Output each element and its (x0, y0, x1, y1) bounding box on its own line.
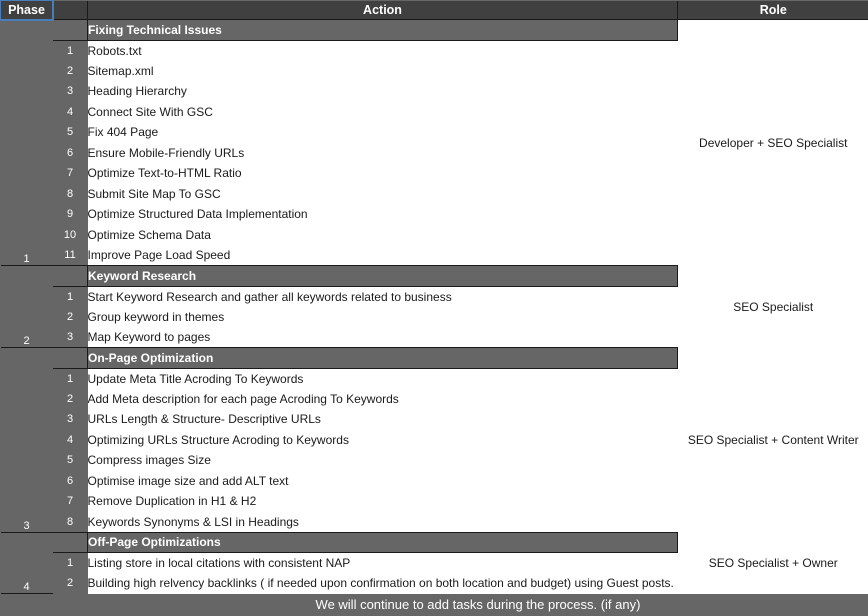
section-header-row (1, 532, 868, 553)
column-header-phase[interactable]: Phase (1, 1, 53, 20)
item-number-cell[interactable]: 7 (53, 163, 88, 184)
action-cell[interactable]: Heading Hierarchy (88, 81, 678, 102)
item-number-cell[interactable]: 4 (53, 430, 88, 451)
action-cell[interactable]: Building high relvency backlinks ( if needed upon confirmation on both location and budget) using Guest posts. (88, 573, 678, 594)
item-number-cell[interactable]: 4 (53, 102, 88, 123)
column-header-action[interactable]: Action (88, 1, 678, 20)
footer-number-pad (53, 594, 88, 616)
footer-phase-pad (1, 594, 53, 616)
item-number-cell[interactable]: 7 (53, 491, 88, 512)
action-cell[interactable]: Compress images Size (88, 450, 678, 471)
item-number-cell[interactable]: 2 (53, 573, 88, 594)
phase-number-cell[interactable]: 1 (1, 20, 53, 266)
action-cell[interactable]: Sitemap.xml (88, 61, 678, 82)
item-number-cell[interactable]: 1 (53, 40, 88, 61)
role-cell[interactable]: Developer + SEO Specialist (678, 20, 868, 266)
item-number-cell[interactable]: 2 (53, 307, 88, 328)
action-cell[interactable]: Listing store in local citations with consistent NAP (88, 553, 678, 574)
item-number-cell[interactable]: 3 (53, 409, 88, 430)
item-number-cell[interactable]: 9 (53, 204, 88, 225)
item-number-cell[interactable]: 5 (53, 450, 88, 471)
section-title-cell[interactable]: On-Page Optimization (88, 348, 678, 369)
column-header-blank[interactable] (53, 1, 88, 20)
role-cell[interactable]: SEO Specialist (678, 266, 868, 348)
item-number-cell[interactable]: 6 (53, 471, 88, 492)
phase-number-cell[interactable]: 3 (1, 348, 53, 533)
action-cell[interactable]: Ensure Mobile-Friendly URLs (88, 143, 678, 164)
item-number-cell[interactable]: 8 (53, 512, 88, 533)
item-number-cell[interactable]: 10 (53, 225, 88, 246)
action-cell[interactable]: Group keyword in themes (88, 307, 678, 328)
action-cell[interactable]: Optimize Structured Data Implementation (88, 204, 678, 225)
column-header-role[interactable]: Role (678, 1, 868, 20)
phase-number-cell[interactable]: 4 (1, 532, 53, 594)
role-cell[interactable]: SEO Specialist + Owner (678, 532, 868, 594)
phase-number-cell[interactable]: 2 (1, 266, 53, 348)
action-cell[interactable]: Improve Page Load Speed (88, 245, 678, 266)
item-number-cell[interactable] (53, 348, 88, 369)
action-cell[interactable]: Start Keyword Research and gather all keywords related to business (88, 286, 678, 307)
item-number-cell[interactable]: 3 (53, 81, 88, 102)
action-cell[interactable]: Optimizing URLs Structure Acroding to Keywords (88, 430, 678, 451)
action-cell[interactable]: URLs Length & Structure- Descriptive URLs (88, 409, 678, 430)
section-title-cell[interactable]: Fixing Technical Issues (88, 20, 678, 41)
action-cell[interactable]: Add Meta description for each page Acroding To Keywords (88, 389, 678, 410)
item-number-cell[interactable] (53, 266, 88, 287)
action-cell[interactable]: Optimize Schema Data (88, 225, 678, 246)
footer-row (1, 594, 868, 616)
action-cell[interactable]: Remove Duplication in H1 & H2 (88, 491, 678, 512)
section-header-row (1, 348, 868, 369)
item-number-cell[interactable]: 3 (53, 327, 88, 348)
action-cell[interactable]: Optimize Text-to-HTML Ratio (88, 163, 678, 184)
action-cell[interactable]: Fix 404 Page (88, 122, 678, 143)
item-number-cell[interactable]: 5 (53, 122, 88, 143)
action-cell[interactable]: Robots.txt (88, 40, 678, 61)
item-number-cell[interactable]: 8 (53, 184, 88, 205)
item-number-cell[interactable] (53, 20, 88, 41)
action-cell[interactable]: Connect Site With GSC (88, 102, 678, 123)
section-title-cell[interactable]: Off-Page Optimizations (88, 532, 678, 553)
footer-note-cell[interactable]: We will continue to add tasks during the process. (if any) (88, 594, 868, 616)
item-number-cell[interactable]: 2 (53, 61, 88, 82)
item-number-cell[interactable]: 2 (53, 389, 88, 410)
item-number-cell[interactable]: 1 (53, 553, 88, 574)
item-number-cell[interactable] (53, 532, 88, 553)
action-cell[interactable]: Keywords Synonyms & LSI in Headings (88, 512, 678, 533)
role-cell[interactable]: SEO Specialist + Content Writer (678, 348, 868, 533)
item-number-cell[interactable]: 1 (53, 286, 88, 307)
table-header-row (1, 1, 868, 20)
action-cell[interactable]: Update Meta Title Acroding To Keywords (88, 368, 678, 389)
action-cell[interactable]: Map Keyword to pages (88, 327, 678, 348)
item-number-cell[interactable]: 6 (53, 143, 88, 164)
action-cell[interactable]: Submit Site Map To GSC (88, 184, 678, 205)
section-header-row (1, 20, 868, 41)
section-title-cell[interactable]: Keyword Research (88, 266, 678, 287)
action-cell[interactable]: Optimise image size and add ALT text (88, 471, 678, 492)
section-header-row (1, 266, 868, 287)
item-number-cell[interactable]: 1 (53, 368, 88, 389)
item-number-cell[interactable]: 11 (53, 245, 88, 266)
